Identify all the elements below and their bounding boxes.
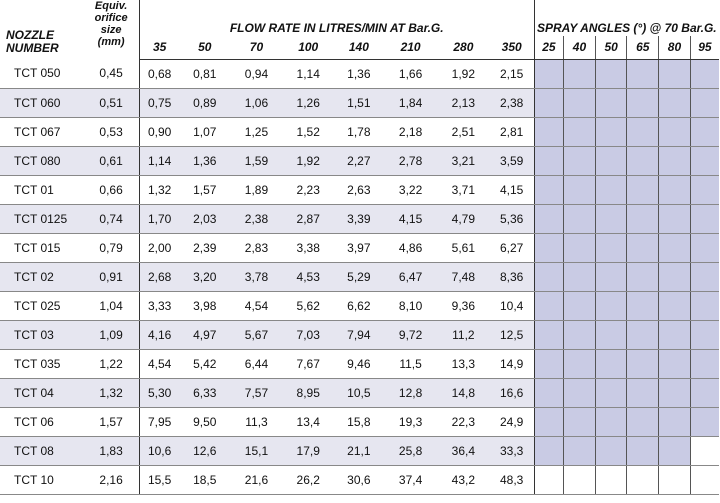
orifice-size-cell: 0,51 [83,88,139,117]
flow-rate-cell: 3,98 [179,291,230,320]
flow-rate-cell: 4,54 [139,349,179,378]
pressure-header-35: 35 [139,36,179,59]
spray-angle-cell [690,349,719,378]
angle-header-80: 80 [659,36,691,59]
orifice-size-cell: 0,45 [83,59,139,88]
flow-rate-cell: 4,15 [490,175,534,204]
flow-rate-cell: 4,15 [384,204,437,233]
flow-rate-cell: 21,1 [334,436,385,465]
flow-rate-cell: 3,33 [139,291,179,320]
spray-angle-cell [690,59,719,88]
flow-rate-cell: 1,89 [230,175,283,204]
flow-rate-cell: 0,94 [230,59,283,88]
spray-angle-cell [534,349,564,378]
table-row [0,291,719,320]
spray-angle-cell [564,436,596,465]
table-row [0,233,719,262]
flow-rate-cell: 1,14 [139,146,179,175]
pressure-header-280: 280 [437,36,490,59]
flow-rate-cell: 1,84 [384,88,437,117]
nozzle-number-cell: TCT 050 [0,59,83,88]
spray-angle-cell [690,262,719,291]
flow-rate-cell: 13,4 [283,407,334,436]
flow-rate-cell: 7,03 [283,320,334,349]
flow-rate-cell: 1,36 [334,59,385,88]
spray-angle-cell [564,291,596,320]
flow-rate-cell: 12,6 [179,436,230,465]
spray-angle-cell [595,204,627,233]
flow-rate-cell: 2,38 [490,88,534,117]
angle-header-65: 65 [627,36,659,59]
spray-angle-cell [564,59,596,88]
spray-angle-cell [659,146,691,175]
orifice-size-cell: 1,83 [83,436,139,465]
flow-rate-cell: 1,66 [384,59,437,88]
nozzle-number-cell: TCT 060 [0,88,83,117]
spray-angle-cell [564,262,596,291]
spray-angle-cell [564,88,596,117]
spray-angle-cell [690,436,719,465]
table-row [0,320,719,349]
spray-angle-cell [595,117,627,146]
flow-rate-cell: 1,70 [139,204,179,233]
flow-rate-cell: 22,3 [437,407,490,436]
orifice-size-cell: 1,32 [83,378,139,407]
flow-rate-cell: 1,32 [139,175,179,204]
spray-angle-cell [627,117,659,146]
table-row [0,117,719,146]
nozzle-number-cell: TCT 025 [0,291,83,320]
flow-rate-cell: 4,86 [384,233,437,262]
nozzle-number-cell: TCT 08 [0,436,83,465]
flow-rate-cell: 0,68 [139,59,179,88]
spray-angle-cell [564,233,596,262]
flow-rate-cell: 0,89 [179,88,230,117]
orifice-size-cell: 1,22 [83,349,139,378]
flow-rate-cell: 2,68 [139,262,179,291]
flow-rate-cell: 1,14 [283,59,334,88]
angle-header-25: 25 [534,36,564,59]
spray-angle-cell [534,117,564,146]
flow-rate-cell: 5,62 [283,291,334,320]
table-row [0,349,719,378]
spray-angle-cell [534,407,564,436]
spray-angle-cell [595,59,627,88]
flow-rate-cell: 5,67 [230,320,283,349]
flow-rate-cell: 6,47 [384,262,437,291]
spray-angle-cell [564,175,596,204]
flow-rate-cell: 17,9 [283,436,334,465]
spray-angle-cell [564,117,596,146]
flow-rate-cell: 4,53 [283,262,334,291]
spray-angle-cell [534,378,564,407]
flow-rate-cell: 11,5 [384,349,437,378]
spray-angle-cell [659,320,691,349]
flow-rate-cell: 2,27 [334,146,385,175]
orifice-size-header: Equiv. orifice size (mm) [83,0,139,59]
flow-rate-cell: 4,16 [139,320,179,349]
nozzle-number-cell: TCT 01 [0,175,83,204]
spray-angle-cell [564,349,596,378]
flow-rate-cell: 2,38 [230,204,283,233]
spray-angle-cell [690,88,719,117]
flow-rate-cell: 15,1 [230,436,283,465]
flow-rate-cell: 8,95 [283,378,334,407]
flow-rate-cell: 1,59 [230,146,283,175]
spray-angle-cell [534,436,564,465]
flow-rate-cell: 6,44 [230,349,283,378]
flow-rate-cell: 2,83 [230,233,283,262]
flow-rate-cell: 37,4 [384,465,437,494]
spray-angle-cell [659,349,691,378]
spray-angle-cell [627,349,659,378]
spray-angle-cell [690,407,719,436]
spray-angle-cell [659,407,691,436]
flow-rate-cell: 9,36 [437,291,490,320]
flow-rate-cell: 1,36 [179,146,230,175]
flow-rate-cell: 7,94 [334,320,385,349]
spray-angle-cell [534,320,564,349]
spray-angles-title: SPRAY ANGLES (°) @ 70 Bar.G. [534,0,719,36]
flow-rate-cell: 7,67 [283,349,334,378]
flow-rate-cell: 12,8 [384,378,437,407]
spray-angle-cell [564,407,596,436]
flow-rate-cell: 0,81 [179,59,230,88]
flow-rate-cell: 2,23 [283,175,334,204]
flow-rate-cell: 43,2 [437,465,490,494]
spray-angle-cell [595,88,627,117]
spray-angle-cell [534,59,564,88]
spray-angle-cell [534,175,564,204]
flow-rate-cell: 21,6 [230,465,283,494]
spray-angle-cell [659,233,691,262]
flow-rate-cell: 2,13 [437,88,490,117]
flow-rate-cell: 1,57 [179,175,230,204]
flow-rate-cell: 4,54 [230,291,283,320]
flow-rate-cell: 0,75 [139,88,179,117]
flow-rate-cell: 33,3 [490,436,534,465]
pressure-header-210: 210 [384,36,437,59]
orifice-size-cell: 0,91 [83,262,139,291]
flow-rate-cell: 1,92 [283,146,334,175]
flow-rate-cell: 19,3 [384,407,437,436]
flow-rate-cell: 30,6 [334,465,385,494]
flow-rate-cell: 8,36 [490,262,534,291]
nozzle-number-cell: TCT 0125 [0,204,83,233]
spray-angle-cell [564,320,596,349]
flow-rate-cell: 9,50 [179,407,230,436]
flow-rate-cell: 2,87 [283,204,334,233]
flow-rate-cell: 15,5 [139,465,179,494]
spray-angle-cell [627,291,659,320]
spray-angle-cell [627,146,659,175]
spray-angle-cell [659,378,691,407]
spray-angle-cell [595,407,627,436]
flow-rate-cell: 2,18 [384,117,437,146]
table-row [0,378,719,407]
spray-angle-cell [595,436,627,465]
flow-rate-cell: 2,63 [334,175,385,204]
table-row [0,204,719,233]
pressure-header-140: 140 [334,36,385,59]
spray-angle-cell [690,117,719,146]
spray-angle-cell [564,146,596,175]
spray-angle-cell [659,175,691,204]
spray-angle-cell [595,320,627,349]
angle-header-40: 40 [564,36,596,59]
flow-rate-cell: 3,78 [230,262,283,291]
spray-angle-cell [627,59,659,88]
flow-rate-cell: 1,92 [437,59,490,88]
flow-rate-cell: 18,5 [179,465,230,494]
flow-rate-cell: 4,79 [437,204,490,233]
spray-angle-cell [534,262,564,291]
flow-rate-cell: 4,97 [179,320,230,349]
spray-angle-cell [627,88,659,117]
spray-angle-cell [534,233,564,262]
flow-rate-cell: 1,78 [334,117,385,146]
pressure-header-100: 100 [283,36,334,59]
spray-angle-cell [627,436,659,465]
flow-rate-cell: 6,33 [179,378,230,407]
flow-rate-cell: 5,30 [139,378,179,407]
spray-angle-cell [595,262,627,291]
table-row [0,59,719,88]
flow-rate-cell: 10,6 [139,436,179,465]
flow-rate-cell: 9,72 [384,320,437,349]
flow-rate-cell: 2,03 [179,204,230,233]
flow-rate-cell: 5,29 [334,262,385,291]
flow-rate-cell: 2,00 [139,233,179,262]
nozzle-number-cell: TCT 02 [0,262,83,291]
table-row [0,175,719,204]
orifice-size-cell: 0,66 [83,175,139,204]
flow-rate-cell: 3,97 [334,233,385,262]
flow-rate-cell: 13,3 [437,349,490,378]
flow-rate-cell: 3,20 [179,262,230,291]
spray-angle-cell [627,175,659,204]
flow-rate-title: FLOW RATE IN LITRES/MIN AT Bar.G. [229,21,444,35]
flow-rate-cell: 2,15 [490,59,534,88]
spray-angle-cell [659,117,691,146]
table-row [0,407,719,436]
spray-angle-cell [627,262,659,291]
flow-rate-cell: 9,46 [334,349,385,378]
spray-angle-cell [534,465,564,494]
flow-rate-cell: 5,42 [179,349,230,378]
flow-rate-cell: 3,21 [437,146,490,175]
flow-rate-cell: 14,8 [437,378,490,407]
flow-rate-cell: 12,5 [490,320,534,349]
orifice-size-cell: 0,53 [83,117,139,146]
flow-rate-cell: 2,39 [179,233,230,262]
flow-rate-cell: 3,38 [283,233,334,262]
spray-angle-cell [595,378,627,407]
flow-rate-cell: 1,25 [230,117,283,146]
spray-angle-cell [564,378,596,407]
nozzle-number-cell: TCT 067 [0,117,83,146]
spray-angle-cell [595,175,627,204]
orifice-size-cell: 1,04 [83,291,139,320]
spray-angle-cell [627,320,659,349]
orifice-size-cell: 1,09 [83,320,139,349]
angle-header-50: 50 [595,36,627,59]
nozzle-number-cell: TCT 06 [0,407,83,436]
flow-rate-cell: 10,4 [490,291,534,320]
flow-rate-cell: 48,3 [490,465,534,494]
spray-angle-cell [534,291,564,320]
spray-angle-cell [659,291,691,320]
flow-rate-cell: 6,62 [334,291,385,320]
spray-angle-cell [690,233,719,262]
flow-rate-cell: 1,26 [283,88,334,117]
spray-angle-cell [534,204,564,233]
spray-angle-cell [690,175,719,204]
spray-angle-cell [627,233,659,262]
spray-angle-cell [595,233,627,262]
flow-rate-cell: 5,61 [437,233,490,262]
orifice-size-cell: 0,61 [83,146,139,175]
spray-angle-cell [659,88,691,117]
nozzle-number-cell: TCT 035 [0,349,83,378]
flow-rate-cell: 2,51 [437,117,490,146]
flow-rate-cell: 25,8 [384,436,437,465]
spray-angle-cell [564,465,596,494]
flow-rate-cell: 1,51 [334,88,385,117]
angle-header-95: 95 [690,36,719,59]
flow-rate-cell: 8,10 [384,291,437,320]
spray-angle-cell [627,378,659,407]
flow-rate-cell: 16,6 [490,378,534,407]
pressure-header-50: 50 [179,36,230,59]
flow-rate-cell: 11,2 [437,320,490,349]
table-row [0,436,719,465]
nozzle-number-cell: TCT 015 [0,233,83,262]
flow-rate-cell: 3,59 [490,146,534,175]
table-row [0,262,719,291]
flow-rate-cell: 0,90 [139,117,179,146]
spray-angle-cell [595,291,627,320]
spray-angle-cell [659,262,691,291]
spray-angle-cell [534,88,564,117]
spray-angle-cell [690,204,719,233]
flow-rate-cell: 2,78 [384,146,437,175]
spray-angle-cell [595,146,627,175]
orifice-size-cell: 2,16 [83,465,139,494]
spray-angle-cell [659,465,691,494]
spray-angle-cell [627,204,659,233]
flow-rate-cell: 15,8 [334,407,385,436]
nozzle-number-cell: TCT 080 [0,146,83,175]
flow-rate-cell: 7,95 [139,407,179,436]
spray-angle-cell [690,378,719,407]
flow-rate-cell: 6,27 [490,233,534,262]
spray-angle-cell [659,59,691,88]
nozzle-number-cell: TCT 03 [0,320,83,349]
orifice-size-cell: 0,79 [83,233,139,262]
spray-angle-cell [659,436,691,465]
spray-angle-cell [659,204,691,233]
spray-angle-cell [534,146,564,175]
spray-angle-cell [595,349,627,378]
pressure-header-350: 350 [490,36,534,59]
flow-rate-cell: 24,9 [490,407,534,436]
spray-angle-cell [690,320,719,349]
nozzle-number-cell: TCT 04 [0,378,83,407]
flow-rate-cell: 1,07 [179,117,230,146]
flow-rate-cell: 36,4 [437,436,490,465]
flow-rate-cell: 5,36 [490,204,534,233]
flow-rate-cell: 14,9 [490,349,534,378]
flow-rate-cell: 7,48 [437,262,490,291]
spray-angle-cell [627,465,659,494]
table-row [0,146,719,175]
spray-angle-cell [690,465,719,494]
flow-rate-cell: 7,57 [230,378,283,407]
spray-angle-cell [564,204,596,233]
spray-angle-cell [690,291,719,320]
flow-rate-cell: 10,5 [334,378,385,407]
flow-rate-cell: 26,2 [283,465,334,494]
table-row [0,88,719,117]
flow-rate-cell: 3,39 [334,204,385,233]
nozzle-number-cell: TCT 10 [0,465,83,494]
orifice-size-cell: 0,74 [83,204,139,233]
pressure-header-70: 70 [230,36,283,59]
flow-rate-cell: 1,52 [283,117,334,146]
table-row [0,465,719,494]
nozzle-number-header: NOZZLE NUMBER [6,28,59,55]
flow-rate-cell: 3,71 [437,175,490,204]
flow-rate-cell: 11,3 [230,407,283,436]
flow-rate-cell: 1,06 [230,88,283,117]
spray-angle-cell [627,407,659,436]
spray-angle-cell [595,465,627,494]
spray-angle-cell [690,146,719,175]
flow-rate-cell: 2,81 [490,117,534,146]
orifice-size-cell: 1,57 [83,407,139,436]
flow-rate-cell: 3,22 [384,175,437,204]
